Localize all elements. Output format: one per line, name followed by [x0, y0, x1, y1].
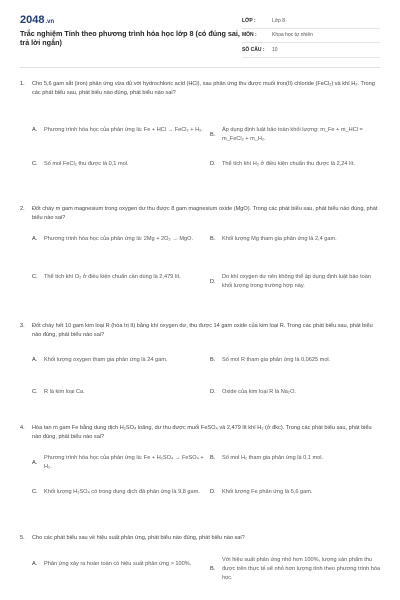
option-text: R là kim loại Ca. [44, 389, 85, 395]
header-divider [20, 67, 380, 68]
option-letter: B. [210, 566, 216, 572]
option-d[interactable] [210, 160, 382, 169]
option-letter: D. [210, 161, 216, 167]
option-text: Khối lượng Mg tham gia phản ứng là 2,4 gam. [222, 236, 337, 242]
option-letter: C. [32, 389, 38, 395]
option-b[interactable] [210, 556, 382, 583]
question-3 [20, 322, 382, 395]
option-b[interactable] [210, 126, 382, 144]
question-number: 3. [20, 323, 25, 329]
option-letter: A. [32, 236, 38, 242]
option-a[interactable] [32, 126, 204, 135]
option-c[interactable] [32, 488, 204, 497]
option-letter: C. [32, 489, 38, 495]
option-b[interactable] [210, 356, 382, 365]
option-a[interactable] [32, 356, 204, 365]
question-text: Đốt cháy hết 10 gam kim loại R (hóa trị II) bằng khí oxygen dư, thu được 14 gam oxide của kim loại R. Trong các phát biểu sau, phát biểu nào đúng, phát biểu nào sai? [32, 323, 373, 338]
option-text: Oxide của kim loại R là Na₂O. [222, 389, 296, 395]
option-text: Phản ứng xảy ra hoàn toàn có hiệu suất phản ứng > 100%. [44, 561, 192, 567]
page-header [20, 14, 380, 58]
option-a[interactable] [32, 235, 204, 244]
question-text: Cho 5,6 gam sắt (iron) phản ứng vừa đủ với hydrochloric acid (HCl), sau phản ứng thu được muối iron(II) chloride (FeCl₂) và khí H₂. Trong các phát biểu sau, phát biểu nào đúng, phát biểu nào sai? [32, 81, 375, 96]
meta-table [242, 14, 380, 58]
option-text: Thể tích khí H₂ ở điều kiện chuẩn thu được là 2,24 lít. [222, 161, 355, 167]
question-number: 1. [20, 81, 25, 87]
option-letter: B. [210, 455, 216, 461]
question-2 [20, 205, 382, 289]
question-text: Hòa tan m gam Fe bằng dung dịch H₂SO₄ loãng, dư thu được muối FeSO₄ và 2,479 lít khí H₂ (ở đkc). Trong các phát biểu sau, phát biểu nào đúng, phát biểu nào sai? [32, 425, 372, 440]
option-text: Do khí oxygen dư nên không thể áp dụng định luật bảo toàn khối lượng trong trường hợp này. [222, 274, 371, 289]
option-c[interactable] [32, 273, 204, 282]
question-number: 2. [20, 206, 25, 212]
option-b[interactable] [210, 235, 382, 244]
option-b[interactable] [210, 454, 382, 463]
option-text: Số mol H₂ tham gia phản ứng là 0,1 mol. [222, 455, 324, 461]
question-4 [20, 424, 382, 495]
option-letter: B. [210, 236, 216, 242]
question-number: 4. [20, 425, 25, 431]
option-a[interactable] [32, 560, 204, 569]
option-c[interactable] [32, 388, 204, 397]
meta-key: MÔN : [242, 32, 257, 39]
option-letter: B. [210, 131, 216, 138]
site-logo[interactable]: 2048.vn [20, 14, 55, 26]
page-title: Trắc nghiệm Tính theo phương trình hóa học lớp 8 (có đúng sai, trả lời ngắn) [20, 29, 240, 47]
option-letter: D. [210, 489, 216, 495]
option-letter: C. [32, 274, 38, 280]
option-text: Khối lượng oxygen tham gia phản ứng là 24 gam. [44, 357, 168, 363]
option-letter: B. [210, 357, 216, 363]
meta-key: LỚP : [242, 17, 256, 24]
option-c[interactable] [32, 160, 204, 169]
option-letter: A. [32, 127, 38, 133]
option-letter: A. [32, 459, 38, 466]
meta-key: SỐ CÂU : [242, 46, 265, 53]
option-text: Áp dụng định luật bảo toàn khối lượng: m_Fe + m_HCl = m_FeCl₂ + m_H₂. [222, 127, 363, 142]
option-letter: D. [210, 278, 216, 285]
meta-row-grade [242, 14, 380, 29]
option-text: Phương trình hóa học của phản ứng là: Fe + H₂SO₄ → FeSO₄ + H₂. [44, 455, 204, 470]
meta-row-subject [242, 29, 380, 44]
option-text: Với hiệu suất phản ứng nhỏ hơn 100%, lượng sản phẩm thu được trên thực tế sẽ nhỏ hơn lượng tính theo phương trình hóa học. [222, 557, 381, 581]
meta-value: Lớp 8 [272, 17, 286, 24]
option-text: Khối lượng Fe phản ứng là 5,6 gam. [222, 489, 313, 495]
meta-row-count [242, 43, 380, 58]
option-text: Số mol R tham gia phản ứng là 0,0625 mol. [222, 357, 331, 363]
option-text: Phương trình hóa học của phản ứng là: 2Mg + 2O₂ → MgO. [44, 236, 194, 242]
option-text: Khối lượng H₂SO₄ có trong dung dịch đã phản ứng là 9,8 gam. [44, 489, 200, 495]
option-d[interactable] [210, 273, 382, 291]
question-text: Đốt cháy m gam magnesium trong oxygen dư thu được 8 gam magnesium oxide (MgO). Trong các phát biểu sau, phát biểu nào đúng, phát biểu nào sai? [32, 206, 378, 221]
meta-value: 10 [272, 46, 278, 53]
option-d[interactable] [210, 488, 382, 497]
option-d[interactable] [210, 388, 382, 397]
question-5 [20, 534, 382, 581]
option-letter: A. [32, 357, 38, 363]
option-a[interactable] [32, 454, 204, 472]
question-text: Cho các phát biểu sau về hiệu suất phản ứng, phát biểu nào đúng, phát biểu nào sai? [32, 535, 245, 541]
option-letter: D. [210, 389, 216, 395]
option-letter: A. [32, 561, 38, 567]
meta-value: Khoa học tự nhiên [272, 32, 313, 39]
option-text: Phương trình hóa học của phản ứng là: Fe + HCl → FeCl₂ + H₂. [44, 127, 203, 133]
question-number: 5. [20, 535, 25, 541]
option-text: Thể tích khí O₂ ở điều kiện chuẩn cần dùng là 2,479 lít. [44, 274, 181, 280]
option-text: Số mol FeCl₂ thu được là 0,1 mol. [44, 161, 129, 167]
option-letter: C. [32, 161, 38, 167]
question-1 [20, 80, 382, 167]
